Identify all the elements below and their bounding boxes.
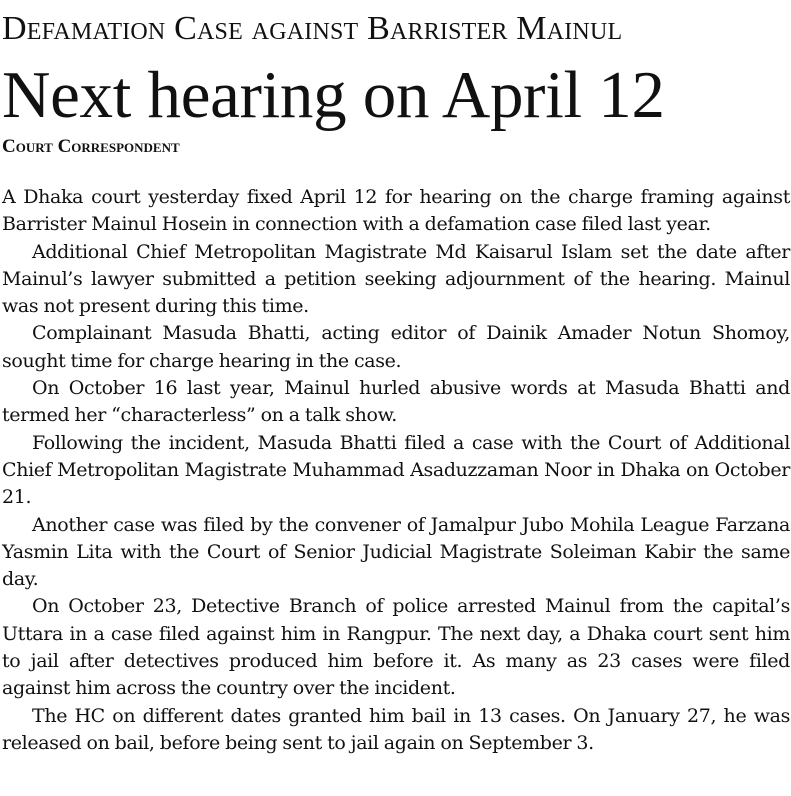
- article-headline: Next hearing on April 12: [2, 58, 665, 132]
- article-paragraph: A Dhaka court yesterday fixed April 12 for hearing on the charge framing against Barrister Mainul Hosein in connection with a defamation case filed last year.: [2, 186, 790, 236]
- article-paragraph: Additional Chief Metropolitan Magistrate Md Kaisarul Islam set the date after Mainul’s lawyer submitted a petition seeking adjournment of the hearing. Mainul was not present during this time.: [2, 240, 790, 318]
- article-byline: Court Correspondent: [2, 136, 180, 157]
- article-kicker: Defamation Case against Barrister Mainul: [2, 10, 623, 47]
- article-paragraph: On October 23, Detective Branch of police arrested Mainul from the capital’s Uttara in a case filed against him in Rangpur. The next day, a Dhaka court sent him to jail after detectives produced him before it. As many as 23 cases were filed against him across the country over the incident.: [2, 595, 790, 700]
- article-paragraph: The HC on different dates granted him bail in 13 cases. On January 27, he was released on bail, before being sent to jail again on September 3.: [2, 704, 790, 754]
- article-paragraph: Following the incident, Masuda Bhatti filed a case with the Court of Additional Chief Metropolitan Magistrate Muhammad Asaduzzaman Noor in Dhaka on October 21.: [2, 431, 790, 509]
- article-paragraph: On October 16 last year, Mainul hurled abusive words at Masuda Bhatti and termed her “characterless” on a talk show.: [2, 377, 790, 427]
- article-paragraph: Another case was filed by the convener of Jamalpur Jubo Mohila League Farzana Yasmin Lita with the Court of Senior Judicial Magistrate Soleiman Kabir the same day.: [2, 513, 790, 591]
- news-article: [2, 0, 790, 757]
- article-body: [2, 184, 790, 757]
- article-paragraph: Complainant Masuda Bhatti, acting editor of Dainik Amader Notun Shomoy, sought time for charge hearing in the case.: [2, 322, 790, 372]
